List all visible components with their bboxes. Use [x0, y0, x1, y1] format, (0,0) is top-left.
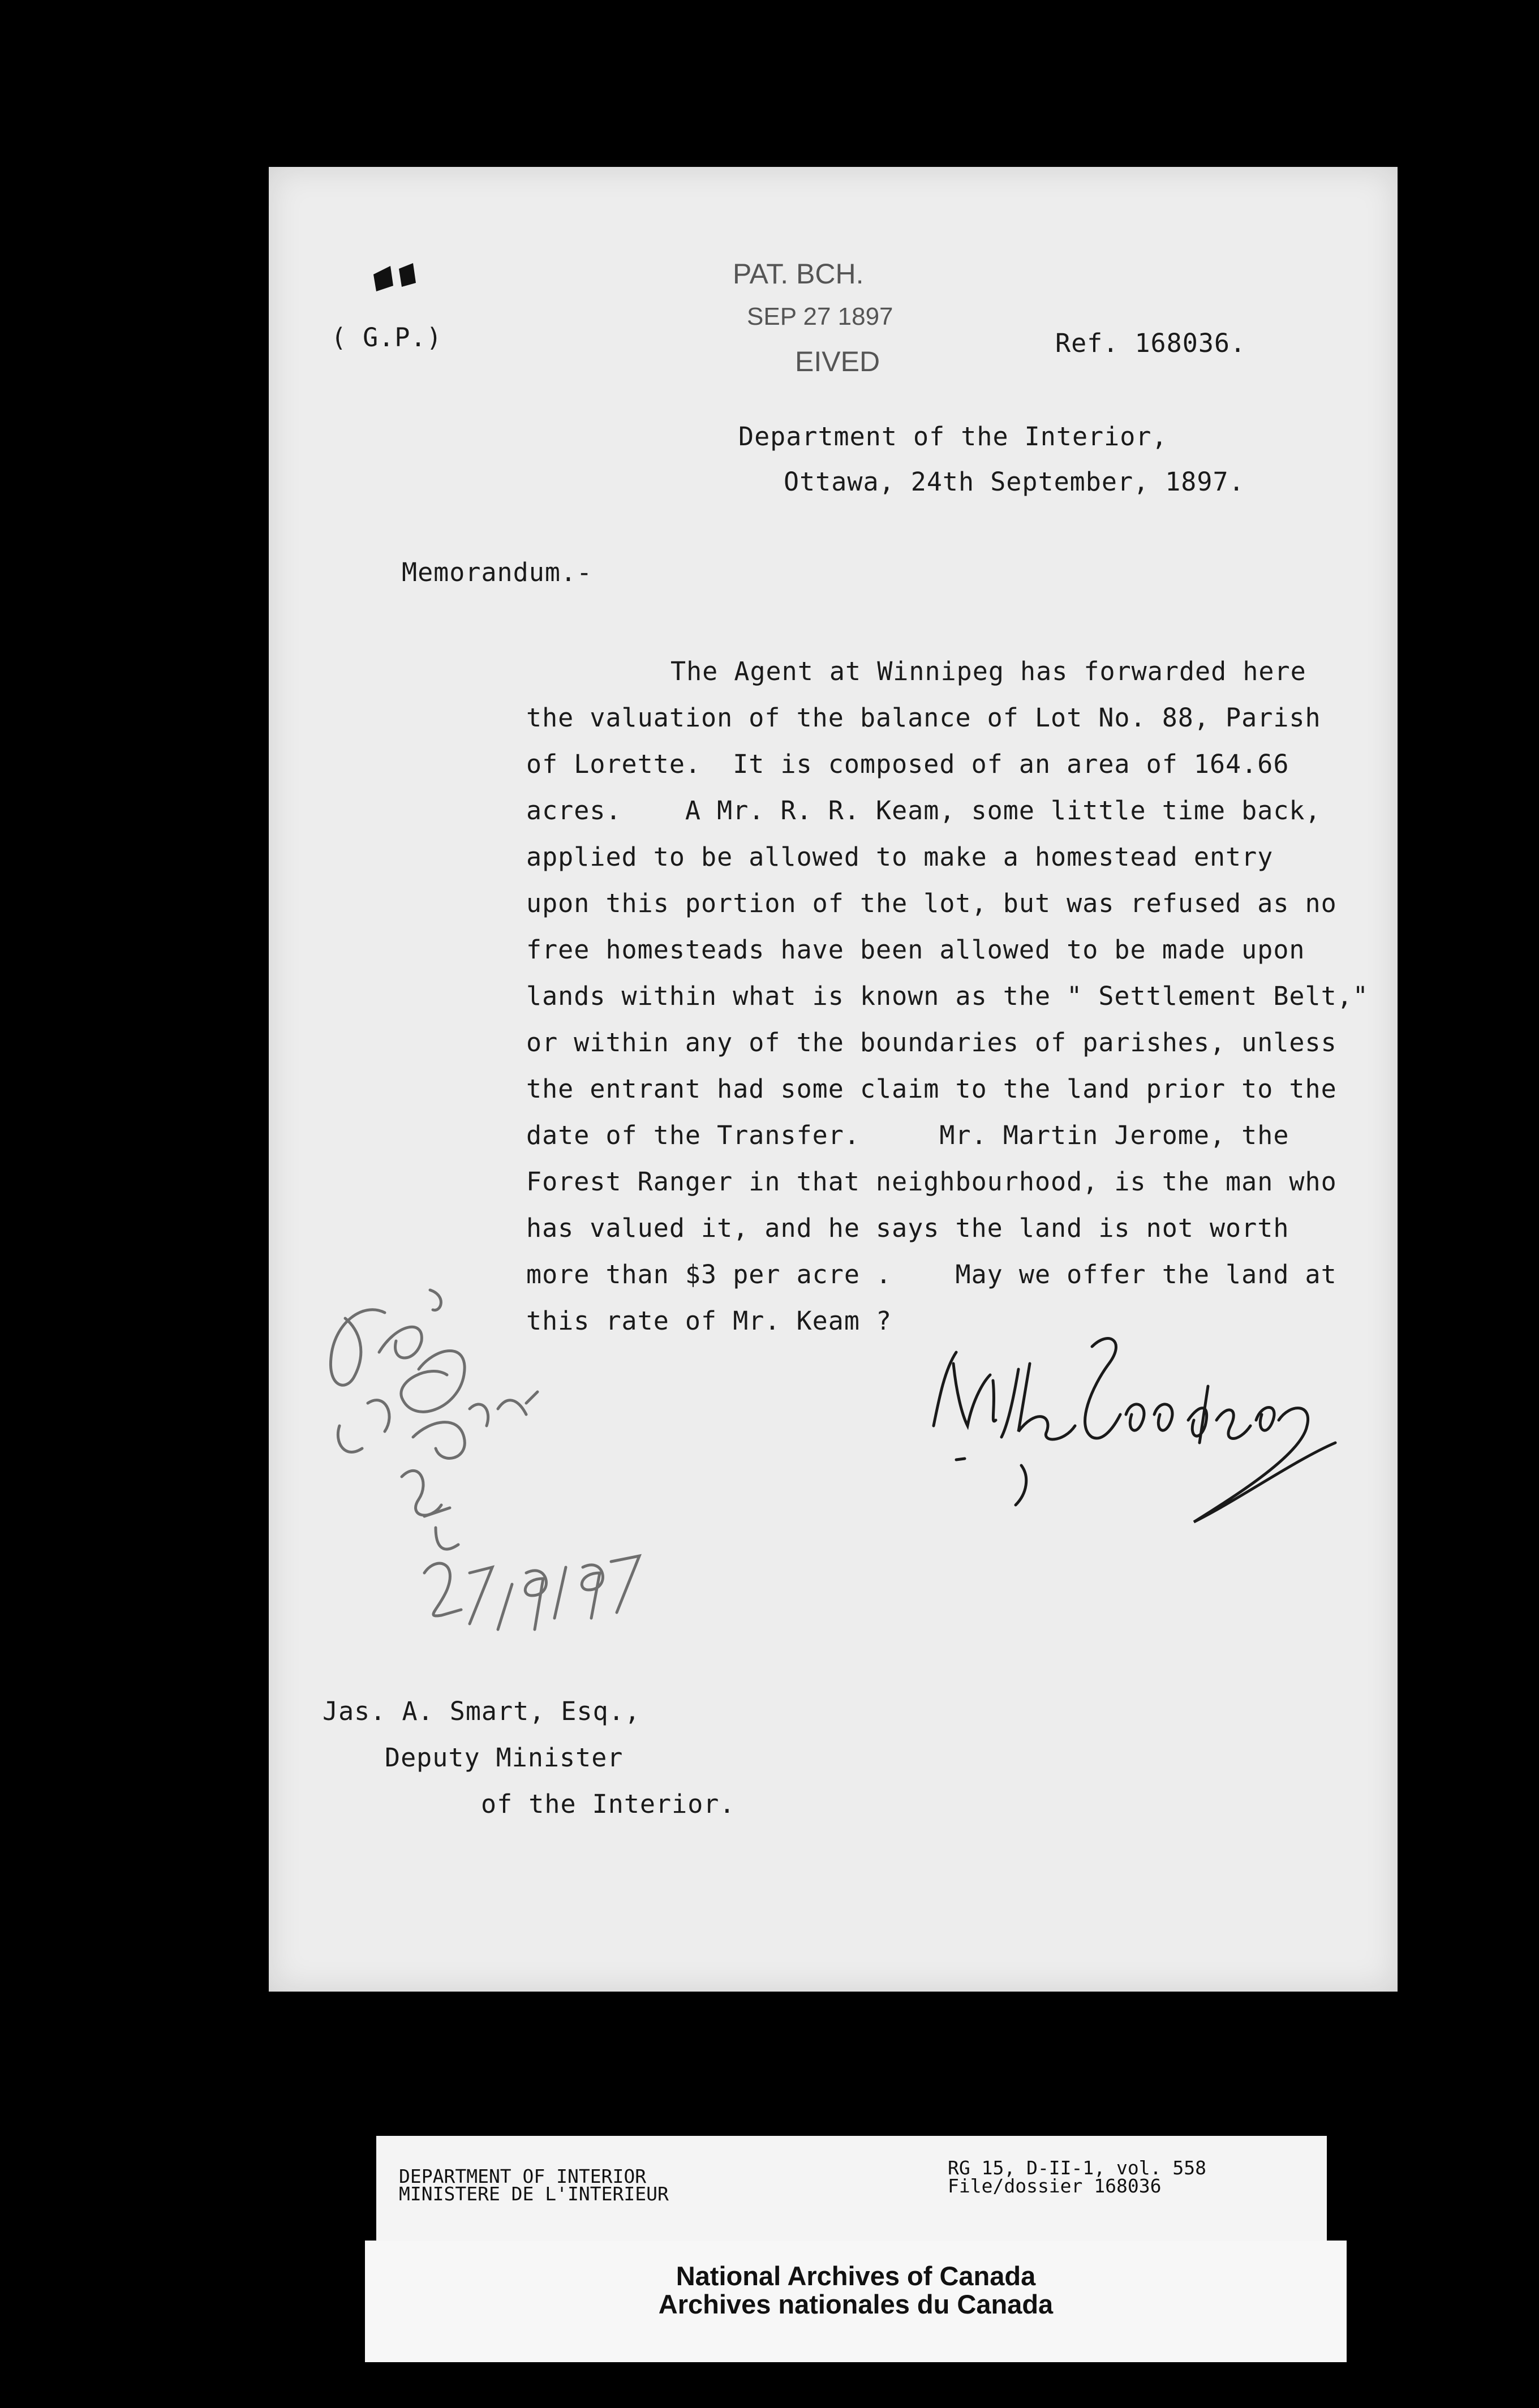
banner-french: Archives nationales du Canada — [658, 2289, 1054, 2319]
record-group-reference: RG 15, D-II-1, vol. 558 — [948, 2157, 1206, 2179]
memorandum-heading: Memorandum.- — [402, 557, 593, 587]
body-line: the valuation of the balance of Lot No. 88, Parish — [526, 703, 1321, 733]
banner-english: National Archives of Canada — [676, 2261, 1036, 2291]
body-line: lands within what is known as the " Settlement Belt," — [526, 981, 1369, 1011]
body-line: The Agent at Winnipeg has forwarded here — [670, 656, 1306, 686]
archive-reference-label — [376, 2136, 1327, 2252]
received-stamp-line2: SEP 27 1897 — [747, 303, 893, 330]
body-line: applied to be allowed to make a homestead entry — [526, 842, 1274, 872]
department-french: MINISTERE DE L'INTERIEUR — [399, 2183, 669, 2205]
body-line: this rate of Mr. Keam ? — [526, 1306, 892, 1336]
body-line: upon this portion of the lot, but was refused as no — [526, 888, 1337, 918]
body-line: more than $3 per acre . May we offer the land at — [526, 1259, 1337, 1289]
body-line: date of the Transfer. Mr. Martin Jerome, the — [526, 1120, 1289, 1150]
department-english: DEPARTMENT OF INTERIOR — [399, 2165, 647, 2187]
file-dossier-reference: File/dossier 168036 — [948, 2175, 1162, 2197]
received-stamp-line3: EIVED — [795, 346, 880, 377]
place-and-date: Ottawa, 24th September, 1897. — [784, 467, 1245, 497]
handwritten-date — [413, 1505, 707, 1635]
addressee-title: Deputy Minister — [385, 1743, 624, 1773]
addressee-name: Jas. A. Smart, Esq., — [323, 1696, 640, 1726]
handwritten-corner-mark — [368, 252, 436, 303]
body-line: has valued it, and he says the land is not worth — [526, 1213, 1289, 1243]
reference-number: Ref. 168036. — [1055, 328, 1246, 358]
body-line: or within any of the boundaries of parishes, unless — [526, 1027, 1337, 1057]
received-stamp-line1: PAT. BCH. — [733, 258, 864, 290]
department-heading: Department of the Interior, — [738, 422, 1168, 452]
body-line: the entrant had some claim to the land prior to the — [526, 1074, 1337, 1104]
body-line: Forest Ranger in that neighbourhood, is the man who — [526, 1167, 1337, 1197]
file-mark: ( G.P.) — [331, 322, 442, 352]
body-line: acres. A Mr. R. R. Keam, some little time back, — [526, 796, 1321, 825]
addressee-department: of the Interior. — [481, 1789, 736, 1819]
body-line: of Lorette. It is composed of an area of 164.66 — [526, 749, 1289, 779]
archive-banner — [365, 2241, 1347, 2362]
signature — [922, 1330, 1352, 1533]
body-line: free homesteads have been allowed to be made upon — [526, 935, 1305, 965]
